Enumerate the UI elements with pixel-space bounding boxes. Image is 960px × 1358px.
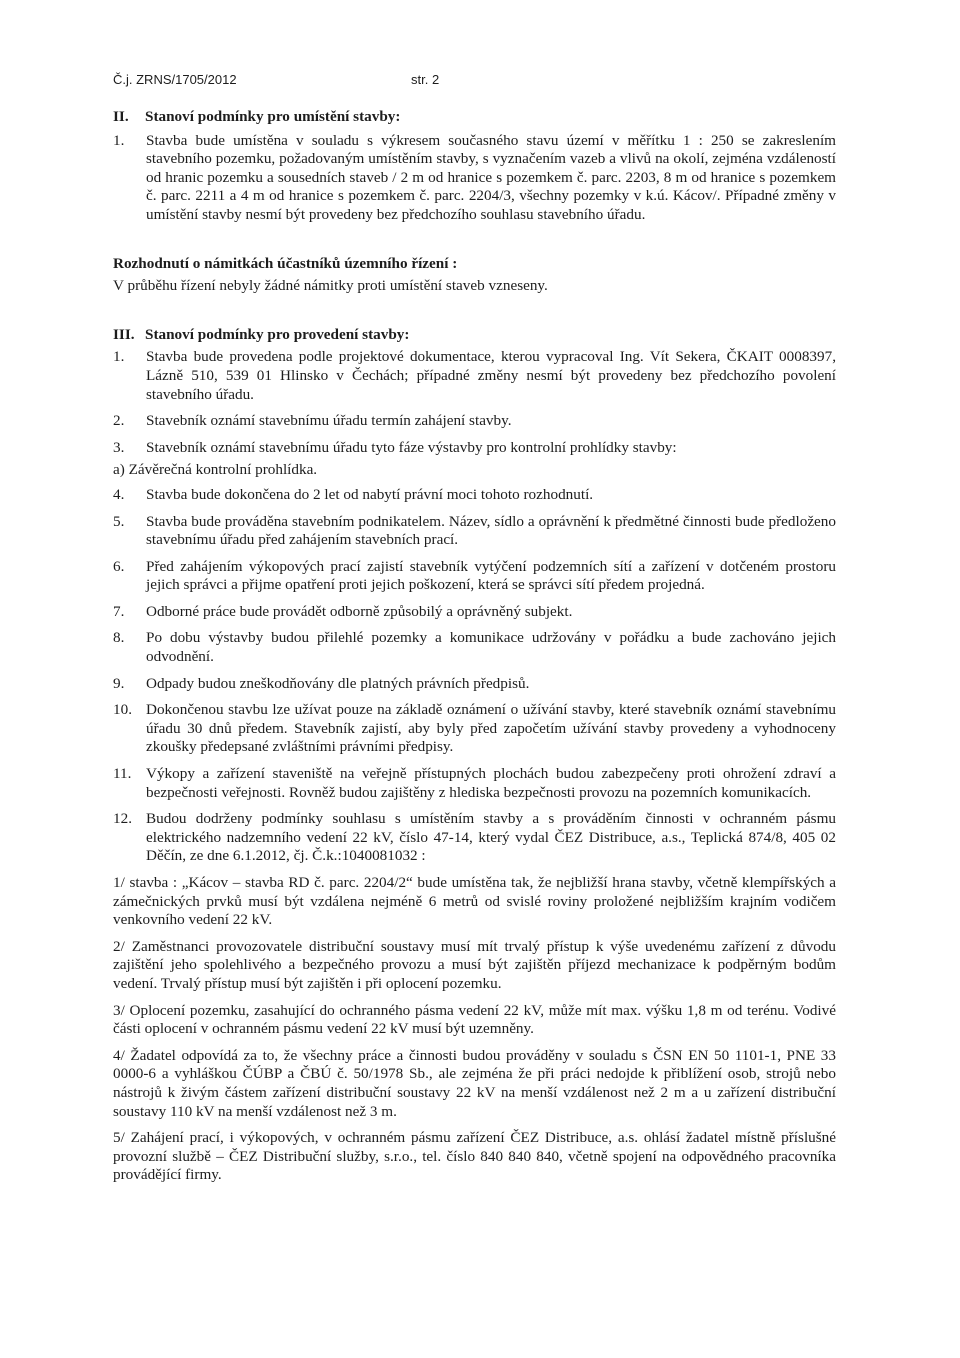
item-text: Odpady budou zneškodňovány dle platných právních předpisů.	[146, 674, 530, 692]
section-heading	[113, 108, 836, 127]
section-number: II.	[113, 108, 129, 125]
item-text: Po dobu výstavby budou přilehlé pozemky a komunikace udržovány v pořádku a bude zachováno jejich odvodnění.	[146, 629, 836, 666]
document-body	[113, 100, 836, 1185]
item-number: 4.	[113, 485, 125, 503]
item-number: 1.	[113, 131, 125, 149]
condition-item	[113, 513, 836, 550]
item-number: 9.	[113, 674, 125, 692]
item-subpoint: 2/ Zaměstnanci provozovatele distribuční soustavy musí mít trvalý přístup k výše uvedenému zařízení z důvodu zajištění jeho spolehlivého a bezpečného provozu a musí být zajištěn příjezd mechanizace k podpěrným bodům vedení. Trvalý přístup musí být zajištěn i při oplocení pozemku.	[113, 937, 836, 992]
item-text: Stavebník oznámí stavebnímu úřadu tyto fáze výstavby pro kontrolní prohlídky stavby:	[146, 438, 677, 456]
item-number: 1.	[113, 348, 125, 366]
item-number: 5.	[113, 512, 125, 530]
page-number: str. 2	[411, 72, 440, 87]
item-number: 6.	[113, 557, 125, 575]
section-number: III.	[113, 325, 135, 343]
item-number: 2.	[113, 412, 125, 430]
condition-item	[113, 810, 836, 866]
condition-item	[113, 348, 836, 404]
item-text: Stavba bude umístěna v souladu s výkresem současného stavu území v měřítku 1 : 250 se zakreslením stavebního pozemku, požadovaným umístěním stavby, s vyznačením vazeb a vlivů na okolí, zejména vzdáleností od hranic pozemku a sousedních staveb / 2 m od hranice s pozemkem č. parc. 2203, 8 m od hranice s pozemkem č. parc. 2211 a 4 m od hranice s pozemkem č. parc. 2204/3, všechny pozemky v k.ú. Kácov/. Případné změny v umístění stavby nesmí být provedeny bez předchozího souhlasu stavebního úřadu.	[146, 131, 836, 223]
item-text: Dokončenou stavbu lze užívat pouze na základě oznámení o užívání stavby, které stavebník oznámí stavebnímu úřadu 30 dnů předem. Stavebník zajistí, aby byly před započetím užívání stavby provedeny a vyhodnoceny zkoušky předepsané zvláštními právními předpisy.	[146, 701, 836, 756]
condition-item	[113, 765, 836, 802]
reference-number: Č.j. ZRNS/1705/2012	[113, 72, 237, 87]
item-text: Stavebník oznámí stavebnímu úřadu termín zahájení stavby.	[146, 412, 512, 430]
condition-item	[113, 132, 836, 225]
condition-item	[113, 629, 836, 666]
item-subpoint: 4/ Žadatel odpovídá za to, že všechny práce a činnosti budou prováděny v souladu s ČSN EN 50 1101-1, PNE 33 0000-6 a vyhláškou ČÚBP a ČBÚ č. 50/1978 Sb., ale zejména že při práci nedojde k přiblížení osob, strojů nebo nástrojů k živým částem zařízení distribuční soustavy 22 kV na menší vzdálenost než 2 m a u zařízení distribuční soustavy 110 kV na menší vzdálenost než 3 m.	[113, 1046, 836, 1120]
condition-item	[113, 486, 836, 505]
item-number: 8.	[113, 629, 125, 647]
item-number: 10.	[113, 701, 132, 719]
objections-heading: Rozhodnutí o námitkách účastníků územního řízení :	[113, 254, 458, 272]
condition-item	[113, 439, 836, 458]
item-text: Stavba bude dokončena do 2 let od nabytí právní moci tohoto rozhodnutí.	[146, 485, 594, 503]
condition-item	[113, 558, 836, 595]
item-text: Budou dodrženy podmínky souhlasu s umístěním stavby a s prováděním činnosti v ochranném pásmu elektrického nadzemního vedení 22 kV, číslo 47-14, který vydal ČEZ Distribuce, a.s., Teplická 874/8, 405 02 Děčín, ze dne 6.1.2012, čj. Č.k.:1040081032 :	[146, 810, 836, 865]
section-title: Stanoví podmínky pro provedení stavby:	[145, 325, 410, 343]
item-number: 7.	[113, 602, 125, 620]
item-text: Před zahájením výkopových prací zajistí stavebník vytýčení podzemních sítí a zařízení v dotčeném prostoru jejich správci a přijme opatření proti jejich poškození, která se správci sítí předem projedná.	[146, 557, 836, 594]
item-text: Odborné práce bude provádět odborně způsobilý a oprávněný subjekt.	[146, 602, 573, 620]
condition-item	[113, 412, 836, 431]
item-subpoint: 1/ stavba : „Kácov – stavba RD č. parc. 2204/2“ bude umístěna tak, že nejbližší hrana stavby, včetně klempířských a zámečnických prvků musí být vzdálena nejméně 6 metrů od svislé roviny proložené nejbližším krajním vodičem venkovního vedení 22 kV.	[113, 874, 836, 929]
section-title: Stanoví podmínky pro umístění stavby:	[145, 108, 401, 125]
item-subpoint: 5/ Zahájení prací, i výkopových, v ochranném pásmu zařízení ČEZ Distribuce, a.s. ohlásí žadatel místně příslušné provozní službě – ČEZ Distribuční služby, s.r.o., tel. číslo 840 840 840, včetně spojení na odpovědného pracovníka provádějící firmy.	[113, 1129, 836, 1184]
item-number: 3.	[113, 438, 125, 456]
item-number: 12.	[113, 810, 132, 828]
item-number: 11.	[113, 765, 132, 783]
item-text: Stavba bude prováděna stavebním podnikatelem. Název, sídlo a oprávnění k předmětné činnosti bude předloženo stavebnímu úřadu před zahájením stavebních prací.	[146, 512, 836, 549]
condition-item	[113, 603, 836, 622]
item-subpoint: 3/ Oplocení pozemku, zasahující do ochranného pásma vedení 22 kV, může mít max. výšku 1,8 m od terénu. Vodivé části oplocení v ochranném pásmu vedení 22 kV musí být uzemněny.	[113, 1001, 836, 1038]
item-text: Výkopy a zařízení staveniště na veřejně přístupných plochách budou zabezpečeny proti ohrožení zdraví a bezpečnosti veřejnosti. Rovněž budou zajištěny z hlediska bezpečnosti provozu na pozemních komunikacích.	[146, 765, 836, 801]
section-heading	[113, 326, 836, 345]
item-text: Stavba bude provedena podle projektové dokumentace, kterou vypracoval Ing. Vít Sekera, ČKAIT 0008397, Lázně 510, 539 01 Hlinsko v Čechách; případné změny nesmí být provedeny bez předchozího povolení stavebního úřadu.	[146, 348, 836, 403]
objections-text: V průběhu řízení nebyly žádné námitky proti umístění staveb vzneseny.	[113, 277, 548, 295]
condition-item	[113, 675, 836, 694]
condition-item	[113, 701, 836, 757]
item-subpoint: a) Závěrečná kontrolní prohlídka.	[113, 461, 318, 479]
